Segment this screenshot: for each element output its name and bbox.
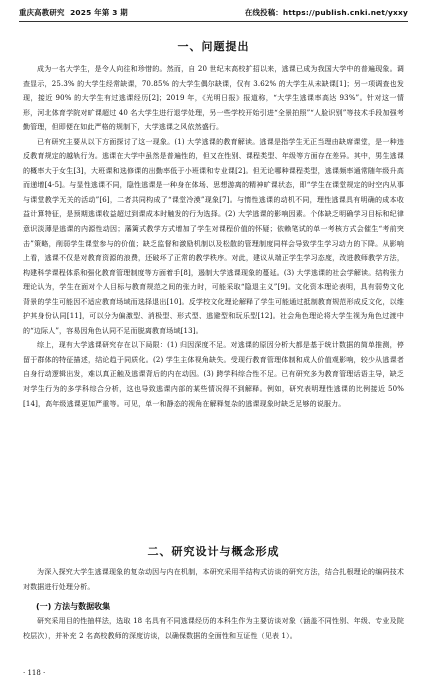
section-1-title: 一、问题提出	[177, 40, 250, 53]
section-2-title: 二、研究设计与概念形成	[147, 545, 280, 558]
subsection-1-body	[23, 614, 404, 643]
paragraph-2: 已有研究主要从以下方面探讨了这一现象。(1) 大学逃课的教育解读。逃课是指学生无正当理由缺席课堂，是一种违反教育规定的越轨行为。逃课在大学中虽然是普遍性的，但又在性别、课程类型、年级等方面存在差异。其中，男生逃课的概率大于女生[3]，大班课和选修课的出勤率低于小班课和专业课[2]。但无论哪种课程类型，逃课频率通常随年级升高而递增[4-5]。与显性逃课不同，隐性逃课是一种身在体场、思想游离的精神旷课状态，即“学生在课堂规定的时空内从事与课堂教学无关的活动”[6]，二者共同构成了“课堂冷漠”现象[7]。与惰性逃课的动机不同，理性逃课具有明确的成本收益计算特征，是预期逃课收益超过到课成本时触发的行为选择。(2) 大学逃课的影响因素。个体缺乏明确学习目标和纪律意识淡薄是逃课的内源性动因；藩篱式教学方式增加了学生对课程价值的怀疑；依赖笔试的单一考核方式会催生“考前突击”策略，削弱学生课堂参与的价值；缺乏监督和激励机制以及松散的管理制度同样会导致学生学习动力的下降。从影响上看，逃课不仅是对教育资源的浪费，还破坏了正常的教学秩序。对此，建议从端正学生学习态度，改进教师教学方法，构建科学课程体系和强化教育管理制度等方面着手[8]，遏制大学逃课现象的蔓延。(3) 大学逃课的社会学解读。结构张力理论认为，学生在面对个人目标与教育规范之间的张力时，可能采取“隐退主义”[9]。文化资本理论表明，具有弱势文化背景的学生可能因不适应教育场域而选择退出[10]。反学校文化理论解释了学生可能通过抵制教育规范形成反文化，以维护其身份认同[11]，可以分为偏激型、消极型、形式型、逃避型和玩乐型[12]。社会角色理论将大学生视为角色过渡中的“边际人”，容易因角色认同不足而脱离教育场域[13]。	[23, 137, 404, 335]
paragraph-1: 成为一名大学生，是令人向往和珍惜的。然而，自 20 世纪末高校扩招以来，逃课已成为我国大学中的普遍现象。调查显示，25.3% 的大学生经常缺课，70.85% 的大学生偶尔缺课，仅有 3.62% 的大学生从未缺课[1]；另一项调查也发现，接近 90% 的大学生有过逃课经历[2]；2019 年，《光明日报》报道称，“大学生逃课率高达 93%”。针对这一情形，河北体育学院对旷课超过 40 名大学生进行退学处理，另一些学校开始引进“全景拍照”“人脸识别”等技术手段加强考勤管理，但即便在如此严格的规制下，大学逃课之风依然盛行。	[23, 65, 404, 132]
subsection-1-text: 研究采用目的性抽样法，选取 18 名具有不同逃课经历的本科生作为主要访谈对象（涵盖不同性别、年级、专业及院校层次），并补充 2 名高校教师的深度访谈，以确保数据的全面性和互证性（见表 1）。	[23, 617, 404, 640]
header-divider	[19, 21, 408, 22]
section-1-body	[23, 62, 404, 411]
paragraph-3: 综上，现有大学逃课研究存在以下局限：(1) 归因深度不足。对逃课的原因分析大都是基于统计数据的简单推测，停留于群体的特征描述，结论趋于同质化。(2) 学生主体视角缺失。受现行教育管理体制和成人价值观影响，较少从逃课者自身行动逻辑出发，难以真正触及逃课背后的内在动因。(3) 跨学科综合性不足。已有研究多为教育管理话语主导，缺乏对学生行为的多学科综合分析，这也导致逃课内部的某些情况得不到解释。例如，研究表明理性逃课的比例接近 50%[14]，高年级逃课更加严重等。可见，单一和静态的视角在解释复杂的逃课现象时缺乏足够的说服力。	[23, 341, 404, 408]
running-header	[19, 4, 408, 20]
journal-name: 重庆高教研究	[19, 7, 65, 17]
page-number: · 118 ·	[23, 669, 46, 677]
issue-number: 2025 年第 3 期	[70, 7, 128, 17]
subsection-1-title: (一) 方法与数据收集	[36, 602, 111, 611]
submission-url: 在线投稿：https://publish.cnki.net/yxxy	[244, 7, 408, 17]
section-2-intro: 为深入探究大学生逃课现象的复杂动因与内在机制，本研究采用半结构式访谈的研究方法，结合扎根理论的编码技术对数据进行处理分析。	[23, 568, 404, 591]
section-2-intro-block	[23, 565, 404, 594]
journal-issue	[19, 7, 128, 18]
